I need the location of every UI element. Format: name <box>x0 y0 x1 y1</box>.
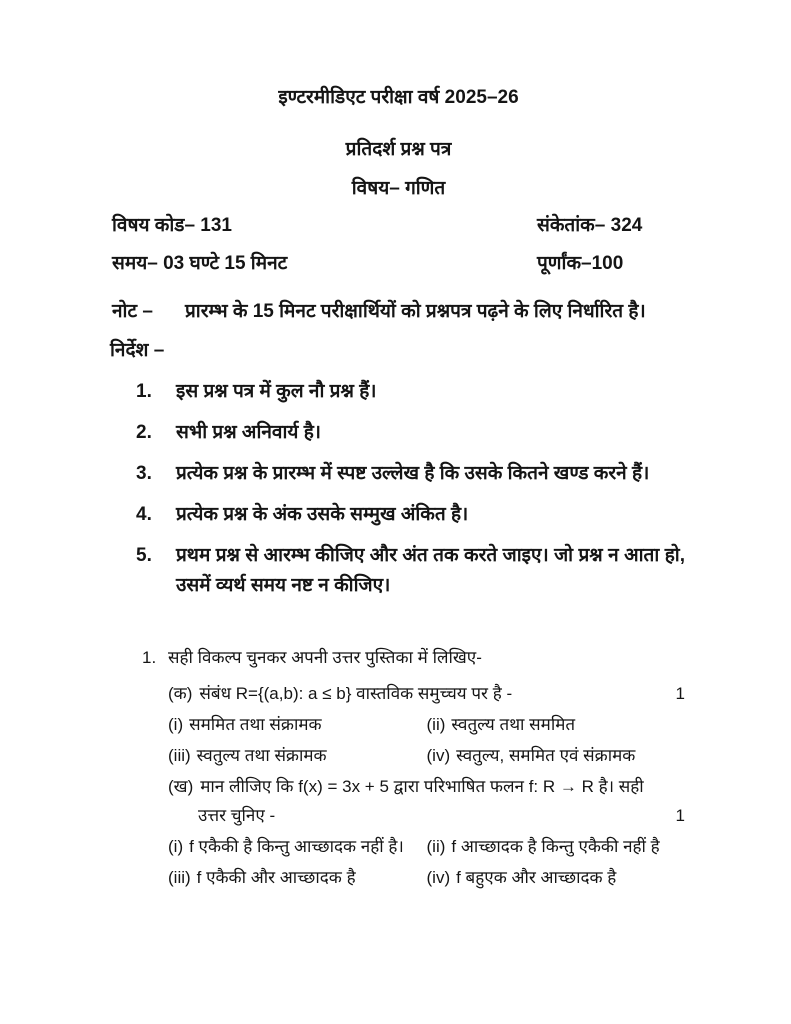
note-text: प्रारम्भ के 15 मिनट परीक्षार्थियों को प्रश्नपत्र पढ़ने के लिए निर्धारित है। <box>185 301 646 322</box>
note-row <box>112 296 685 328</box>
instruction-text: प्रत्येक प्रश्न के अंक उसके सम्मुख अंकित है। <box>176 504 469 525</box>
instruction-number: 4. <box>136 504 152 525</box>
option-text: f एकैकी और आच्छादक है <box>196 868 356 887</box>
option-label: (iv) <box>426 746 451 765</box>
question-1-title-row <box>142 643 685 672</box>
part-b-marks: 1 <box>675 806 685 825</box>
meta-row-2 <box>112 252 685 275</box>
instruction-number: 1. <box>136 381 152 402</box>
option-label: (iv) <box>426 868 451 887</box>
instruction-text: प्रथम प्रश्न से आरम्भ कीजिए और अंत तक करते जाइए। जो प्रश्न न आता हो, उसमें व्यर्थ समय नष्ट न कीजिए। <box>176 545 685 596</box>
option-text: f बहुएक और आच्छादक है <box>456 868 617 887</box>
option-text: स्वतुल्य तथा संक्रामक <box>196 746 327 765</box>
part-b-options-row-1 <box>168 832 685 861</box>
instruction-text: इस प्रश्न पत्र में कुल नौ प्रश्न हैं। <box>176 381 377 402</box>
part-a-label: (क) <box>168 684 193 703</box>
instruction-number: 2. <box>136 422 152 443</box>
exam-title: इण्टरमीडिएट परीक्षा वर्ष 2025–26 <box>278 87 519 108</box>
instruction-item-2 <box>112 418 685 448</box>
note-label: नोट – <box>112 301 153 322</box>
part-a-options-row-2 <box>168 741 685 770</box>
instruction-text: प्रत्येक प्रश्न के प्रारम्भ में स्पष्ट उल्लेख है कि उसके कितने खण्ड करने हैं। <box>176 463 650 484</box>
option-text: स्वतुल्य, सममित एवं संक्रामक <box>456 746 636 765</box>
option-label: (i) <box>168 837 184 856</box>
option-text: स्वतुल्य तथा सममित <box>451 715 576 734</box>
question-number: 1. <box>142 648 157 667</box>
option-b-iv <box>427 863 686 892</box>
option-b-i <box>168 832 427 861</box>
option-label: (ii) <box>426 837 446 856</box>
instruction-item-1 <box>112 377 685 407</box>
instruction-number: 3. <box>136 463 152 484</box>
option-text: सममित तथा संक्रामक <box>189 715 322 734</box>
time-allowed: समय– 03 घण्टे 15 मिनट <box>112 253 288 274</box>
part-a-options-row-1 <box>168 710 685 739</box>
option-a-ii <box>427 710 686 739</box>
part-b-label: (ख) <box>168 777 194 796</box>
question-title: सही विकल्प चुनकर अपनी उत्तर पुस्तिका में लिखिए- <box>168 648 482 667</box>
instruction-text: सभी प्रश्न अनिवार्य है। <box>176 422 321 443</box>
option-label: (iii) <box>168 868 191 887</box>
instruction-item-4 <box>112 500 685 530</box>
instruction-item-3 <box>112 459 685 489</box>
subject-title: विषय– गणित <box>351 178 446 199</box>
option-label: (ii) <box>426 715 446 734</box>
subject-code: विषय कोड– 131 <box>112 215 232 236</box>
meta-row-1 <box>112 214 685 237</box>
instructions-list <box>112 377 685 601</box>
part-b-line-1 <box>168 772 685 801</box>
part-b-text-line1: मान लीजिए कि f(x) = 3x + 5 द्वारा परिभाषित फलन f: R → R है। सही <box>200 777 644 796</box>
part-a-text: संबंध R={(a,b): a ≤ b} वास्तविक समुच्चय पर है - <box>199 684 513 703</box>
instruction-item-5 <box>112 541 685 601</box>
option-b-ii <box>427 832 686 861</box>
sanketank-code: संकेतांक– 324 <box>537 215 643 236</box>
part-b-line-2 <box>168 801 685 830</box>
paper-subtitle: प्रतिदर्श प्रश्न पत्र <box>345 139 452 160</box>
part-b-options-row-2 <box>168 863 685 892</box>
question-1-section <box>112 643 685 892</box>
instruction-number: 5. <box>136 545 152 566</box>
option-a-iv <box>427 741 686 770</box>
option-label: (iii) <box>168 746 191 765</box>
part-b-text-line2: उत्तर चुनिए - <box>198 806 276 825</box>
instructions-heading: निर्देश – <box>110 340 165 361</box>
option-a-iii <box>168 741 427 770</box>
question-1-body <box>142 679 685 892</box>
part-a-statement <box>168 679 512 708</box>
option-b-iii <box>168 863 427 892</box>
option-label: (i) <box>168 715 184 734</box>
part-a-line <box>168 679 685 708</box>
option-a-i <box>168 710 427 739</box>
option-text: f आच्छादक है किन्तु एकैकी नहीं है <box>451 837 660 856</box>
option-text: f एकैकी है किन्तु आच्छादक नहीं है। <box>189 837 404 856</box>
part-a-marks: 1 <box>675 684 685 703</box>
full-marks: पूर्णांक–100 <box>537 253 624 274</box>
